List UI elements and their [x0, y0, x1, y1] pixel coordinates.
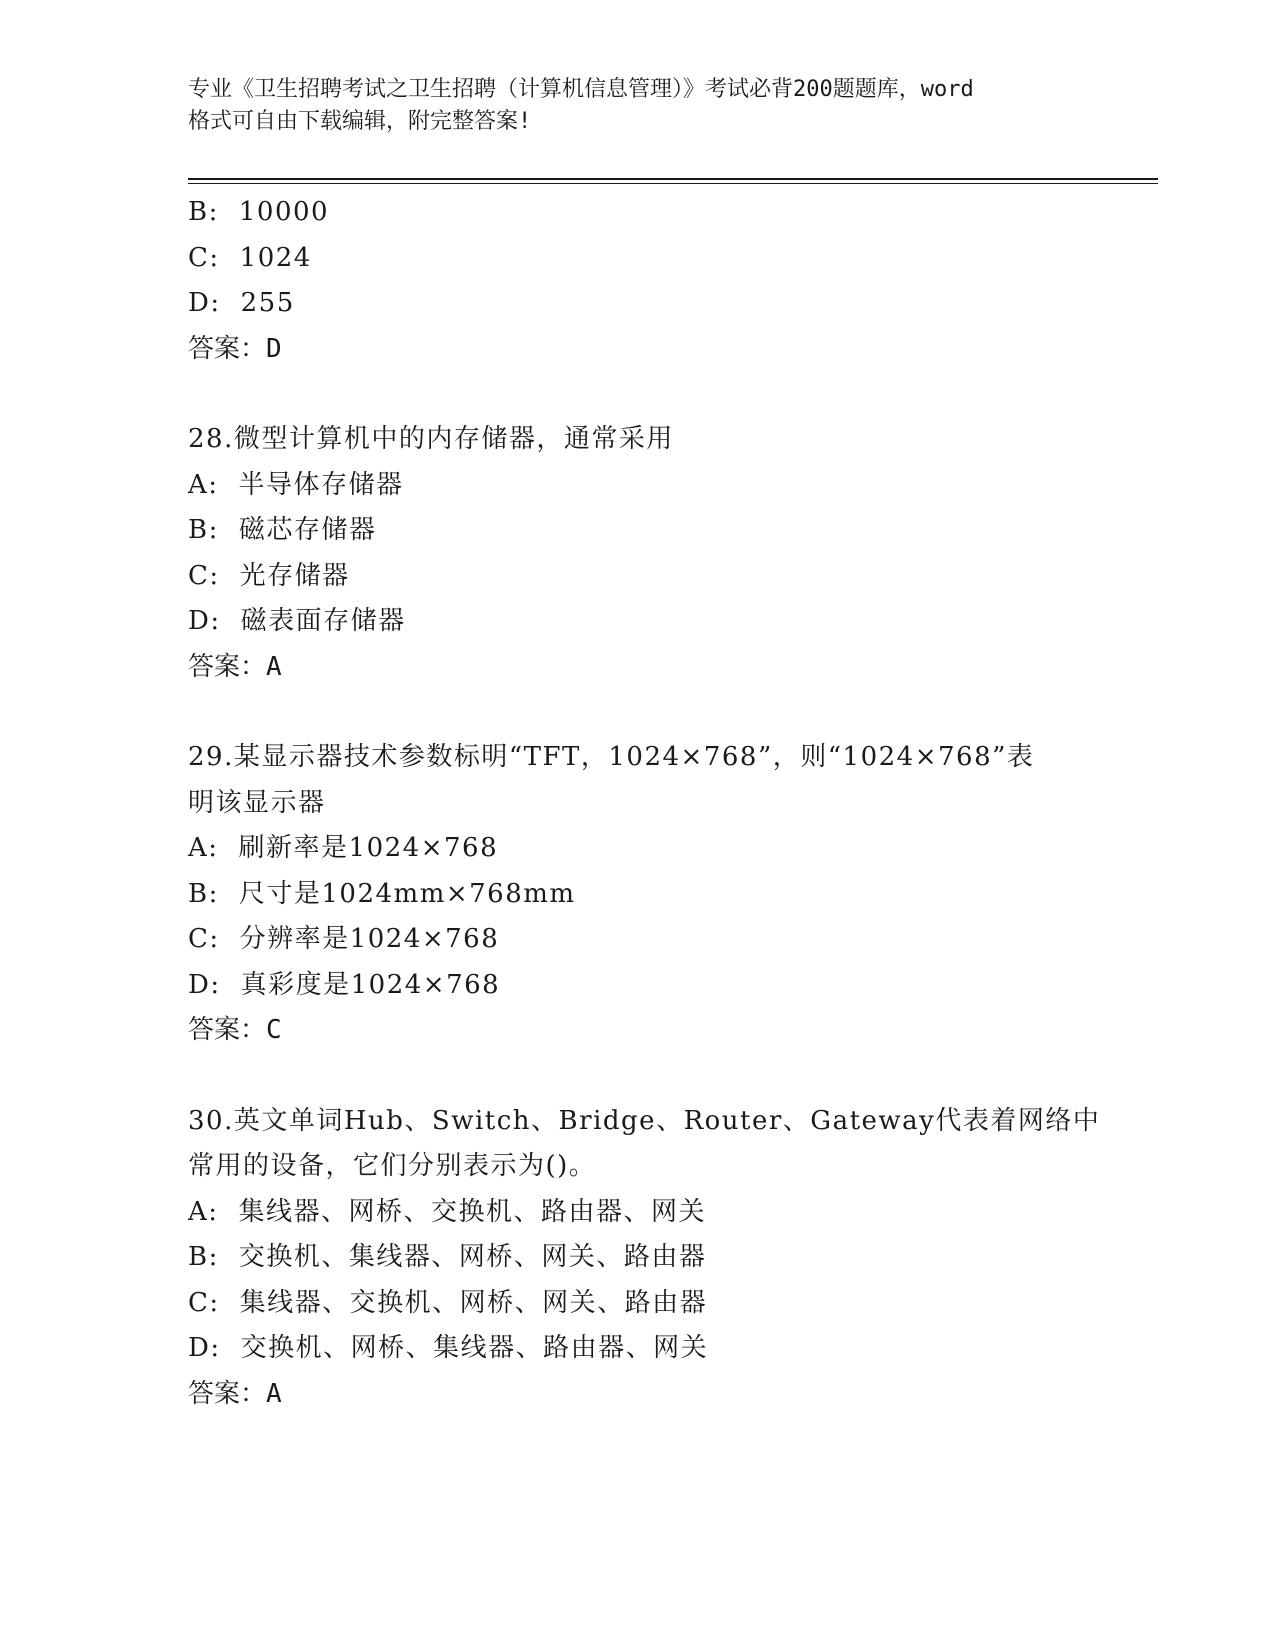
question-28	[188, 417, 1088, 690]
question-stem-line-1: 30.英文单词Hub、Switch、Bridge、Router、Gateway代表着网络中	[188, 1105, 1101, 1136]
answer-line: 答案：C	[188, 1015, 282, 1045]
question-27-tail	[188, 190, 1088, 372]
option-b: B: 磁芯存储器	[188, 515, 377, 545]
header-rule-thick	[188, 178, 1158, 180]
spacer	[188, 372, 1088, 417]
option-b: B: 10000	[188, 197, 330, 227]
spacer	[188, 1054, 1088, 1099]
answer-line: 答案：A	[188, 651, 282, 682]
option-a: A: 半导体存储器	[188, 469, 404, 500]
question-stem-line-2: 明该显示器	[188, 787, 326, 818]
question-stem-line-1: 29.某显示器技术参数标明“TFT，1024×768”，则“1024×768”表	[188, 742, 1035, 772]
answer-line: 答案：A	[188, 1378, 282, 1409]
option-a: A: 集线器、网桥、交换机、路由器、网关	[188, 1196, 707, 1227]
option-c: C: 1024	[188, 242, 312, 273]
option-d: D: 交换机、网桥、集线器、路由器、网关	[188, 1333, 709, 1363]
page-header	[188, 74, 1088, 138]
option-b: B: 尺寸是1024mm×768mm	[188, 878, 576, 909]
question-30	[188, 1099, 1101, 1418]
option-a: A: 刷新率是1024×768	[188, 833, 499, 863]
option-b: B: 交换机、集线器、网桥、网关、路由器	[188, 1242, 707, 1272]
question-stem: 28.微型计算机中的内存储器，通常采用	[188, 424, 674, 454]
question-list	[188, 190, 1101, 1417]
option-c: C: 集线器、交换机、网桥、网关、路由器	[188, 1287, 708, 1318]
option-c: C: 分辨率是1024×768	[188, 924, 500, 954]
question-stem-line-2: 常用的设备，它们分别表示为()。	[188, 1151, 597, 1181]
option-d: D: 255	[188, 288, 295, 318]
answer-line: 答案：D	[188, 333, 282, 364]
header-rule-thin	[188, 183, 1158, 184]
option-c: C: 光存储器	[188, 560, 350, 591]
spacer	[188, 690, 1088, 735]
question-29	[188, 735, 1088, 1054]
option-d: D: 真彩度是1024×768	[188, 969, 501, 1000]
option-d: D: 磁表面存储器	[188, 606, 406, 636]
header-title-line-2: 格式可自由下载编辑，附完整答案!	[188, 109, 532, 134]
header-title-line-1: 专业《卫生招聘考试之卫生招聘（计算机信息管理）》考试必背200题题库，word	[188, 77, 974, 102]
